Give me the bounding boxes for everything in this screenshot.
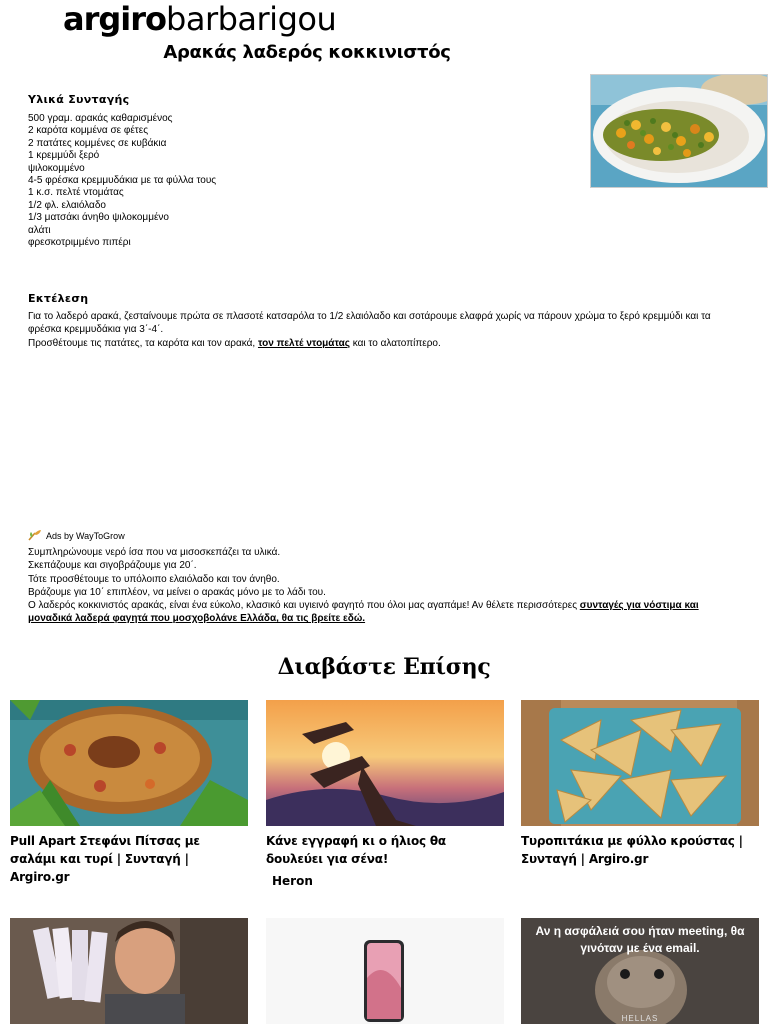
related-card[interactable] [266, 700, 504, 888]
ingredient-item: 1/3 ματσάκι άνηθο ψιλοκομμένο [28, 212, 169, 224]
ingredient-item: 500 γραμ. αρακάς καθαρισμένος [28, 113, 173, 124]
recipe-photo [590, 74, 768, 188]
ingredient-item: 4-5 φρέσκα κρεμμυδάκια με τα φύλλα τους [28, 175, 217, 187]
ingredient-item: 1 κρεμμύδι ξερό [28, 150, 100, 162]
ingredient-item: αλάτι [28, 224, 51, 236]
related-card-thumbnail[interactable] [521, 918, 759, 1024]
ingredient-item: ψιλοκομμένο [28, 162, 85, 174]
tomato-paste-link[interactable]: τον πελτέ ντομάτας [257, 337, 350, 349]
method-line: Σκεπάζουμε και σιγοβράζουμε για 20΄. [28, 560, 197, 572]
method-paragraph: Για το λαδερό αρακά, ζεσταίνουμε πρώτα σε πλασοτέ κατσαρόλα το 1/2 ελαιόλαδο και σοτάρουμε ελαφρά χωρίς να πάρουν χρώμα το ξερό κρεμμύδι και τα φρέσκα κρεμμυδάκια για 3΄-4΄. [28, 311, 711, 336]
card-caption[interactable]: Pull Apart Στεφάνι Πίτσας με σαλάμι και τυρί | Συνταγή | Argiro.gr [10, 834, 200, 884]
ingredients-heading: Υλικά Συνταγής [28, 93, 130, 106]
method-paragraph: Προσθέτουμε τις πατάτες, τα καρότα και τον αρακά, τον πελτέ ντομάτας και το αλατοπίπερο. [28, 337, 441, 349]
more-recipes-link[interactable]: συνταγές για νόστιμα και μοναδικά λαδερά φαγητά που μοσχοβολάνε Ελλάδα, θα τις βρείτε εδώ. [28, 600, 699, 625]
recipe-title: Αρακάς λαδερός κοκκινιστός [163, 42, 451, 63]
related-card[interactable] [10, 700, 248, 886]
method-line: Βράζουμε για 10΄ επιπλέον, να μείνει ο αρακάς μόνο με το λάδι του. [28, 586, 326, 598]
ingredients-list [28, 113, 216, 249]
method-line: Συμπληρώνουμε νερό ίσα που να μισοσκεπάζει τα υλικά. [28, 547, 281, 558]
ingredient-item: φρεσκοτριμμένο πιπέρι [28, 237, 131, 249]
card-thumbnail[interactable] [521, 700, 759, 826]
card-source[interactable]: Heron [272, 874, 313, 888]
logo-bold-text: argiro [63, 0, 167, 38]
card-thumbnail[interactable] [266, 700, 504, 826]
ingredient-item: 2 καρότα κομμένα σε φέτες [28, 125, 149, 137]
related-card-thumbnail[interactable] [10, 918, 248, 1024]
method-line: Ο λαδερός κοκκινιστός αρακάς, είναι ένα εύκολο, κλασικό και υγιεινό φαγητό που όλοι μας αγαπάμε! Αν θέλετε περισσότερες συνταγές για νόστιμα και μοναδικά λαδερά φαγητά που μοσχοβολάνε Ελλάδα, θα τις βρείτε εδώ. [28, 600, 699, 625]
ad-brand: HELLAS [621, 1014, 659, 1023]
related-card-thumbnail[interactable] [266, 918, 504, 1024]
ingredient-item: 1/2 φλ. ελαιόλαδο [28, 199, 106, 211]
ad-text: Αν η ασφάλειά σου ήταν meeting, θα γινόταν με ένα email. [535, 924, 745, 955]
waytogrow-icon [28, 529, 42, 543]
related-card[interactable] [521, 700, 759, 868]
logo-light-text: barbarigou [166, 0, 337, 38]
read-also-heading: Διαβάστε Επίσης [277, 654, 491, 680]
ingredient-item: 1 κ.σ. πελτέ ντομάτας [28, 187, 124, 199]
card-caption[interactable]: Κάνε εγγραφή κι ο ήλιος θα δουλεύει για σένα! [266, 834, 446, 866]
card-thumbnail[interactable] [10, 700, 248, 826]
card-caption[interactable]: Τυροπιτάκια με φύλλο κρούστας | Συνταγή | Argiro.gr [521, 834, 743, 866]
method-text [28, 310, 728, 350]
site-logo[interactable] [63, 0, 336, 40]
method-continued [28, 546, 728, 626]
method-heading: Εκτέλεση [28, 292, 89, 305]
ads-label-text: Ads by WayToGrow [46, 531, 125, 541]
ingredient-item: 2 πατάτες κομμένες σε κυβάκια [28, 137, 167, 149]
method-line: Τότε προσθέτουμε το υπόλοιπο ελαιόλαδο και τον άνηθο. [28, 573, 280, 585]
ads-label[interactable] [28, 529, 125, 543]
